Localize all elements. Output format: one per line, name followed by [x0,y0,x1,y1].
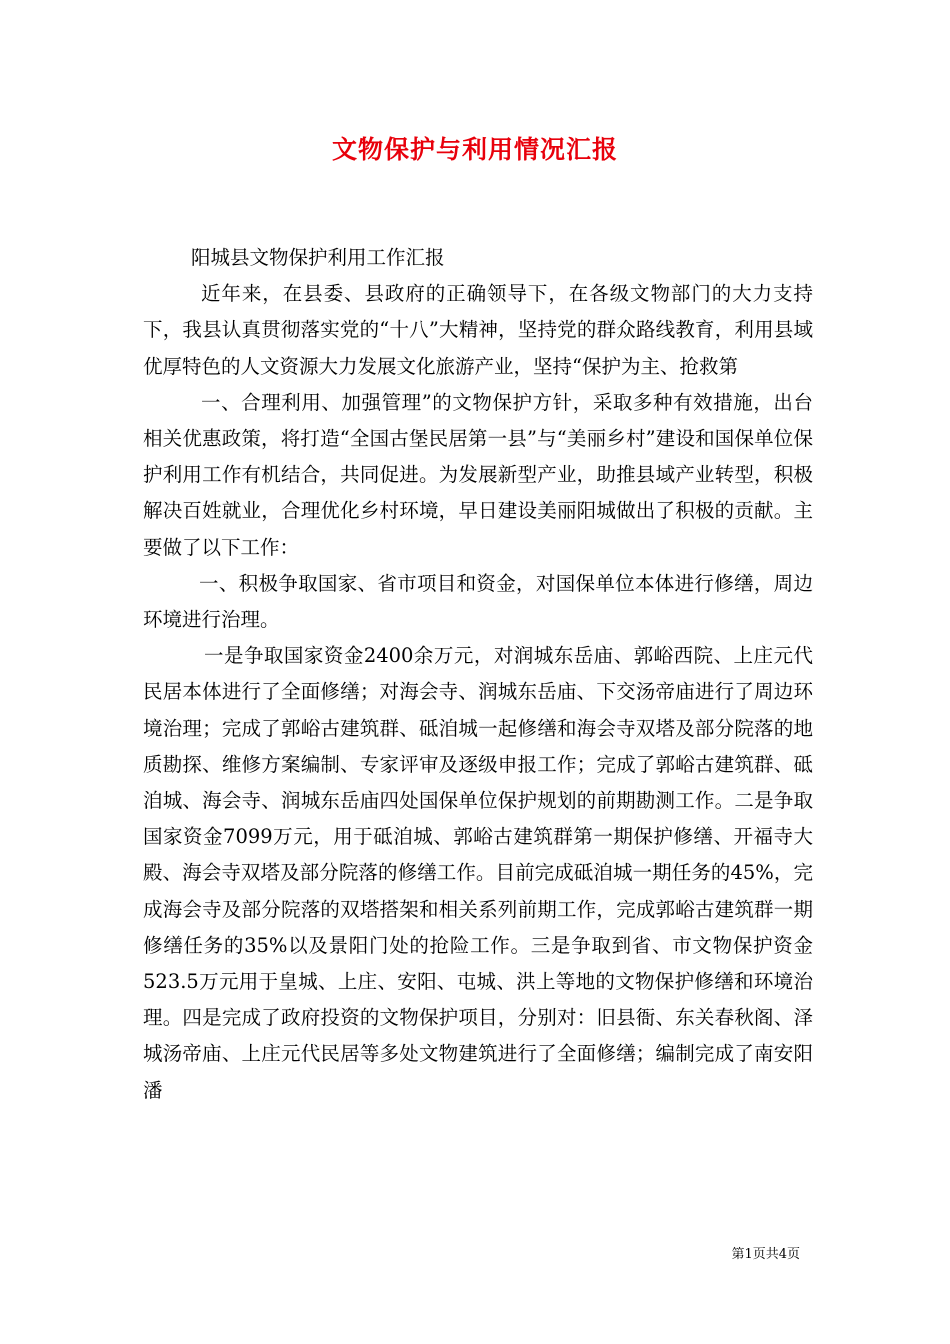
document-body [143,240,813,1109]
paragraph-intro: 近年来，在县委、县政府的正确领导下，在各级文物部门的大力支持下，我县认真贯彻落实党的“十八”大精神，坚持党的群众路线教育，利用县域优厚特色的人文资源大力发展文化旅游产业，坚持“保护为主、抢救第 [143,282,813,378]
paragraph-subtitle: 阳城县文物保护利用工作汇报 [191,246,445,269]
paragraph-section-heading: 一、积极争取国家、省市项目和资金，对国保单位本体进行修缮，周边环境进行治理。 [143,571,813,632]
page-title: 文物保护与利用情况汇报 [331,135,618,164]
page-number: 第1页共4页 [731,1247,800,1262]
paragraph-policy: 一、合理利用、加强管理”的文物保护方针，采取多种有效措施，出台相关优惠政策，将打造“全国古堡民居第一县”与“美丽乡村”建设和国保单位保护利用工作有机结合，共同促进。为发展新型产业，助推县域产业转型，积极解决百姓就业，合理优化乡村环境，早日建设美丽阳城做出了积极的贡献。主要做了以下工作： [143,390,813,559]
paragraph-projects: 一是争取国家资金2400余万元，对润城东岳庙、郭峪西院、上庄元代民居本体进行了全面修缮；对海会寺、润城东岳庙、下交汤帝庙进行了周边环境治理；完成了郭峪古建筑群、砥洎城一起修缮和海会寺双塔及部分院落的地质勘探、维修方案编制、专家评审及逐级申报工作；完成了郭峪古建筑群、砥洎城、海会寺、润城东岳庙四处国保单位保护规划的前期勘测工作。二是争取国家资金7099万元，用于砥洎城、郭峪古建筑群第一期保护修缮、开福寺大殿、海会寺双塔及部分院落的修缮工作。目前完成砥洎城一期任务的45%，完成海会寺及部分院落的双塔搭架和相关系列前期工作，完成郭峪古建筑群一期修缮任务的35%以及景阳门处的抢险工作。三是争取到省、市文物保护资金523.5万元用于皇城、上庄、安阳、屯城、洪上等地的文物保护修缮和环境治理。四是完成了政府投资的文物保护项目，分别对：旧县衙、东关春秋阁、泽城汤帝庙、上庄元代民居等多处文物建筑进行了全面修缮；编制完成了南安阳潘 [143,644,813,1102]
